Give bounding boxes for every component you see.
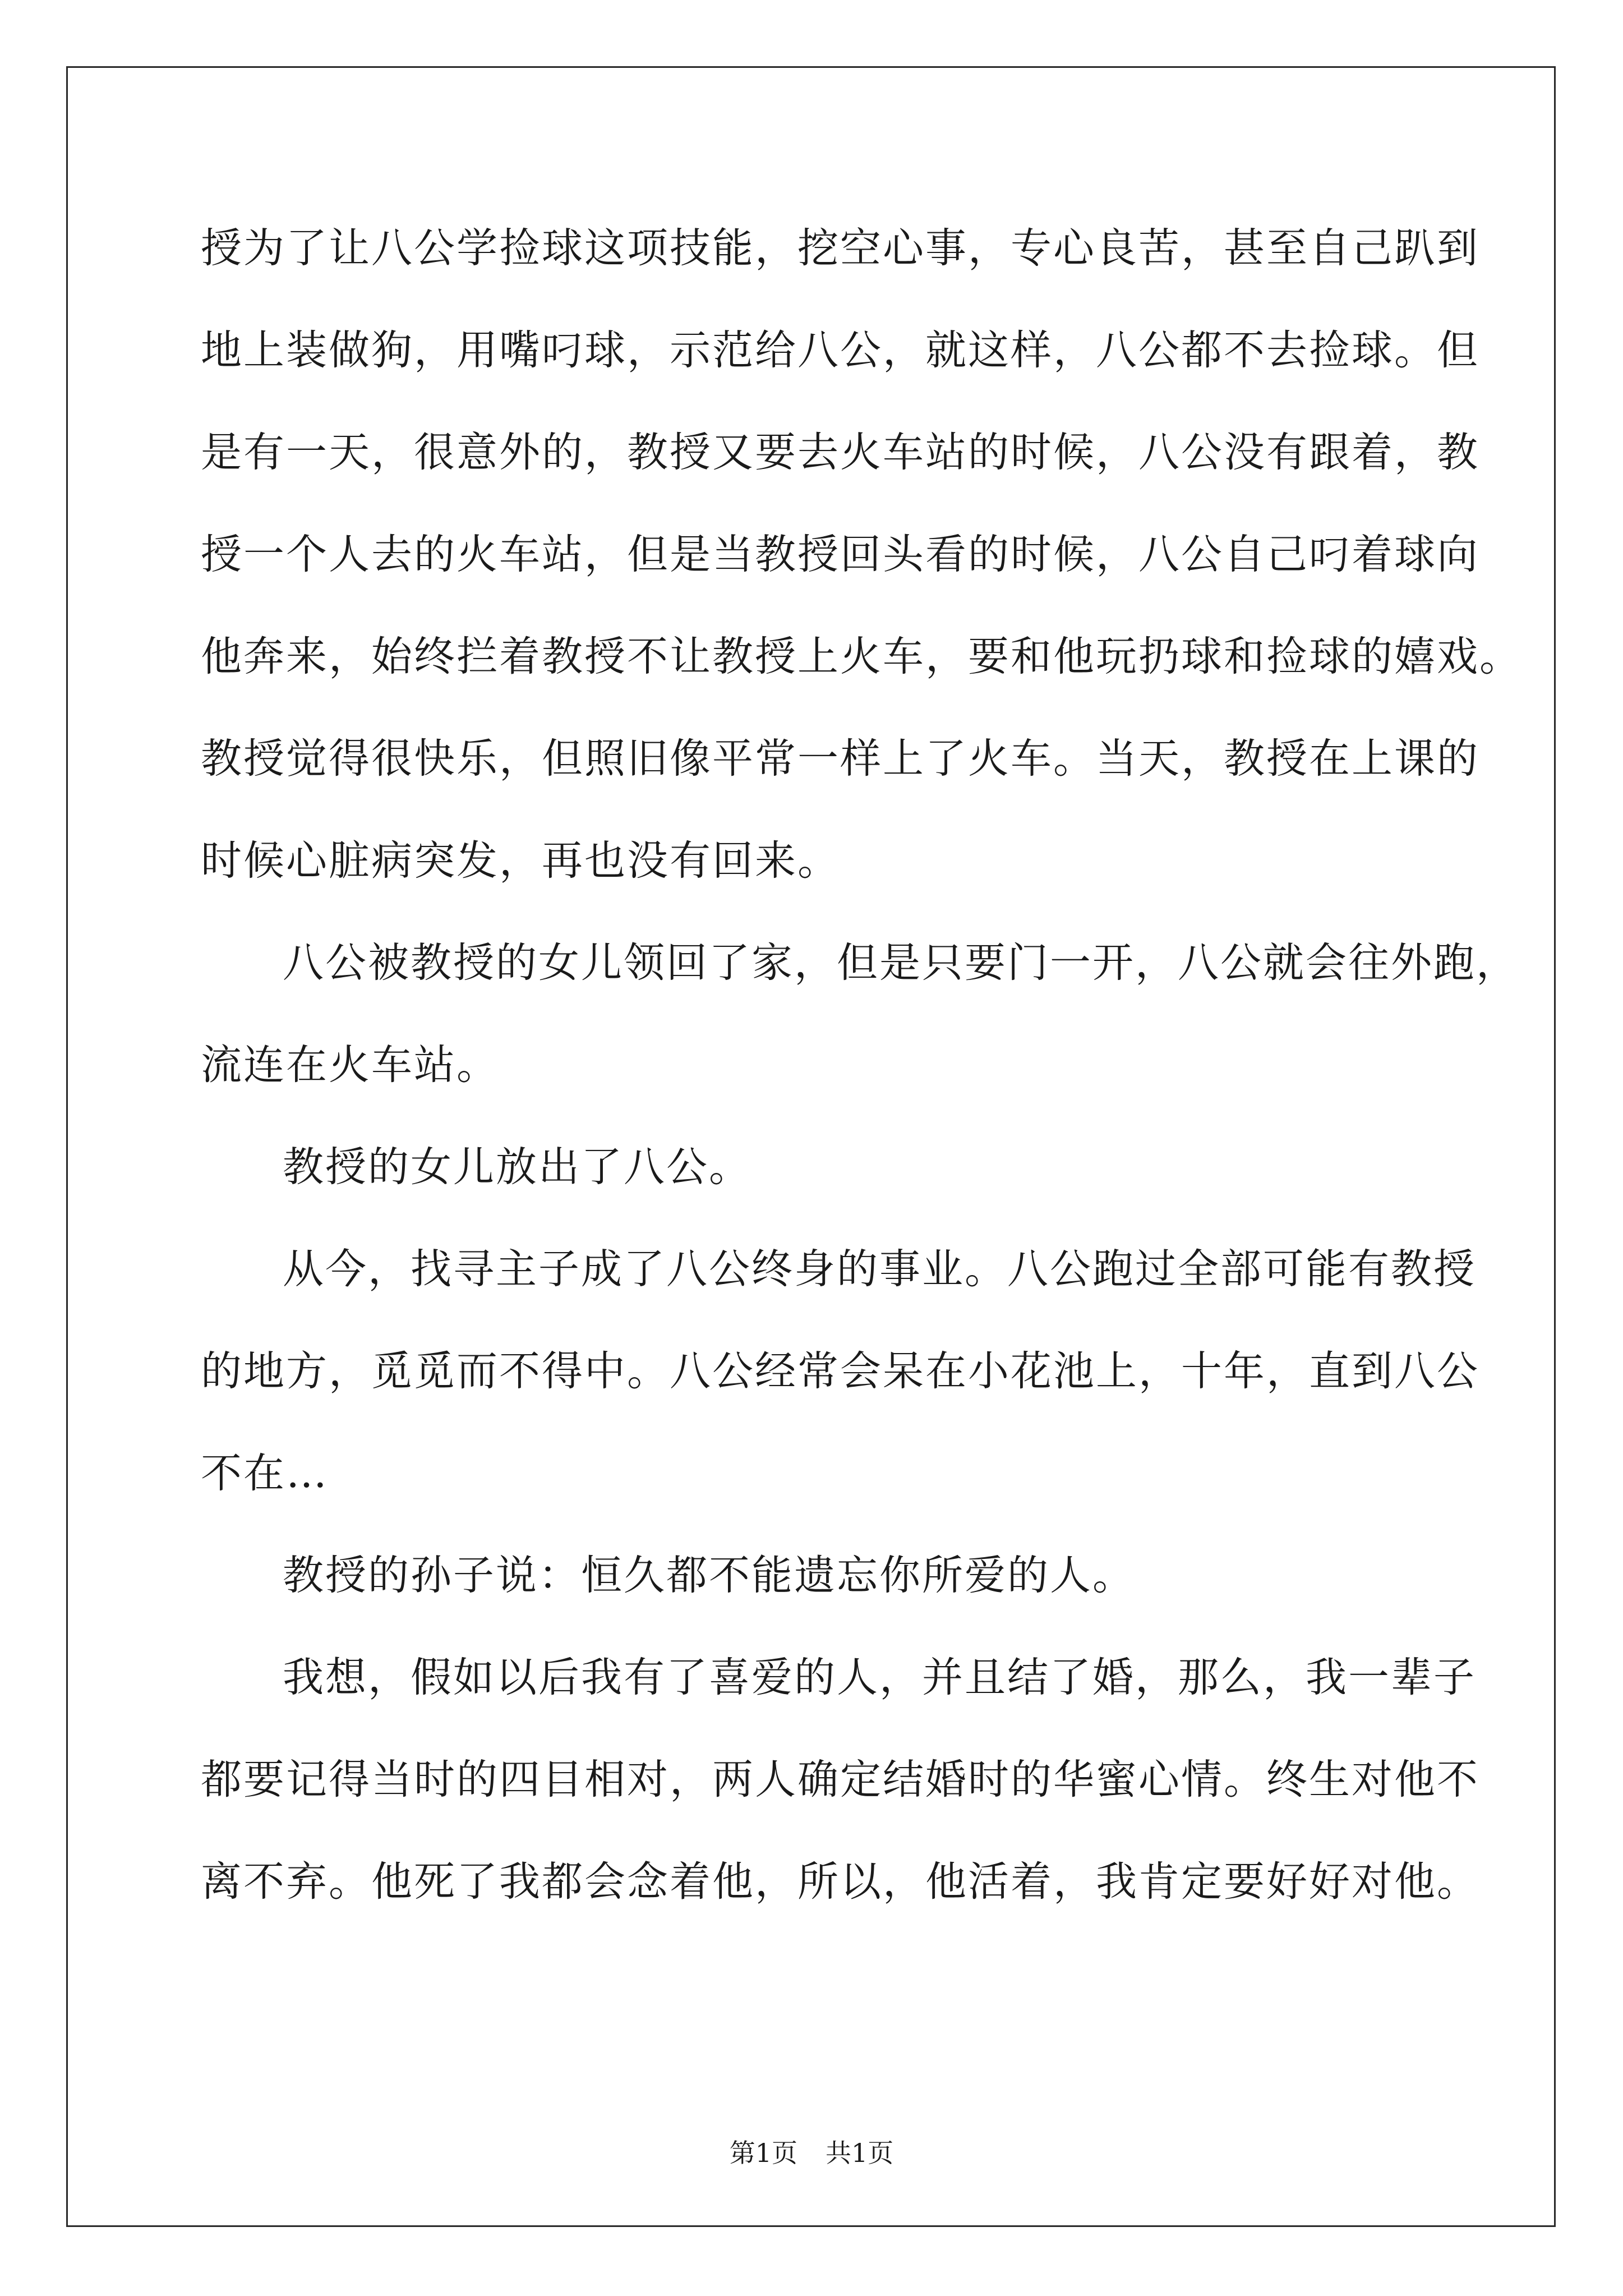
paragraph-start-line: 八公被教授的女儿领回了家，但是只要门一开，八公就会往外跑， bbox=[283, 939, 1519, 987]
text-line: 流连在火车站。 bbox=[201, 1041, 499, 1089]
page-footer bbox=[0, 2136, 1623, 2170]
text-line: 都要记得当时的四目相对，两人确定结婚时的华蜜心情。终生对他不 bbox=[201, 1756, 1479, 1803]
page-number-current: 第1页 bbox=[729, 2138, 797, 2168]
text-line: 教授觉得很快乐，但照旧像平常一样上了火车。当天，教授在上课的 bbox=[201, 735, 1479, 783]
page-number-total: 共1页 bbox=[826, 2138, 894, 2168]
text-line: 是有一天，很意外的，教授又要去火车站的时候，八公没有跟着，教 bbox=[201, 429, 1479, 476]
text-line: 地上装做狗，用嘴叼球，示范给八公，就这样，八公都不去捡球。但 bbox=[201, 326, 1479, 374]
text-line: 离不弃。他死了我都会念着他，所以，他活着，我肯定要好好对他。 bbox=[201, 1858, 1479, 1906]
paragraph-start-line: 教授的孙子说：恒久都不能遗忘你所爱的人。 bbox=[283, 1552, 1135, 1599]
document-body bbox=[201, 218, 1522, 1953]
paragraph-start-line: 教授的女儿放出了八公。 bbox=[283, 1143, 751, 1191]
text-line: 的地方，觅觅而不得中。八公经常会呆在小花池上，十年，直到八公 bbox=[201, 1347, 1479, 1395]
text-line: 授为了让八公学捡球这项技能，挖空心事，专心良苦，甚至自己趴到 bbox=[201, 224, 1479, 272]
text-line: 授一个人去的火车站，但是当教授回头看的时候，八公自己叼着球向 bbox=[201, 531, 1479, 578]
text-line: 不在… bbox=[201, 1450, 329, 1497]
text-line: 时候心脏病突发，再也没有回来。 bbox=[201, 837, 840, 885]
text-line: 他奔来，始终拦着教授不让教授上火车，要和他玩扔球和捡球的嬉戏。 bbox=[201, 633, 1522, 680]
paragraph-start-line: 我想，假如以后我有了喜爱的人，并且结了婚，那么，我一辈子 bbox=[283, 1654, 1476, 1701]
paragraph-start-line: 从今，找寻主子成了八公终身的事业。八公跑过全部可能有教授 bbox=[283, 1245, 1476, 1293]
